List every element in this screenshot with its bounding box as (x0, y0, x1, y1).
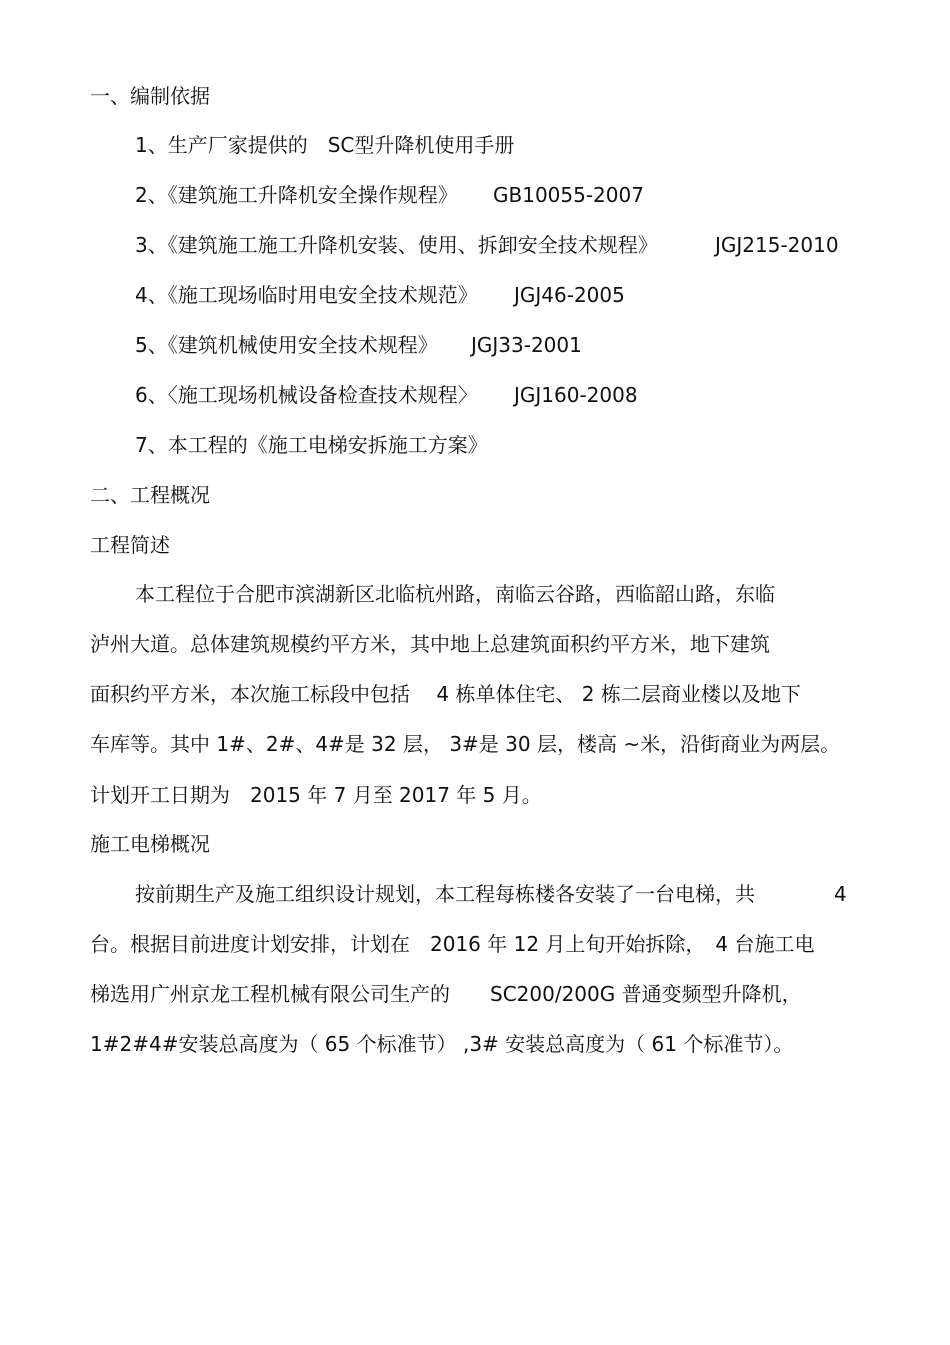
basis-item-6: 6、〈施工现场机械设备检查技术规程〉 (135, 383, 478, 407)
subsection-title-elevator: 施工电梯概况 (90, 832, 210, 856)
elevator-line-2: 台。根据目前进度计划安排，计划在 2016 年 12 月上旬开始拆除， 4 台施工电 (90, 932, 815, 956)
basis-item-5: 5、《建筑机械使用安全技术规程》 (135, 333, 438, 357)
section-title-overview: 二、工程概况 (90, 483, 210, 507)
elevator-line-3: 梯选用广州京龙工程机械有限公司生产的 SC200/200G 普通变频型升降机， (90, 982, 802, 1006)
summary-line-2: 泸州大道。总体建筑规模约平方米，其中地上总建筑面积约平方米，地下建筑 (90, 632, 770, 656)
elevator-line-4: 1#2#4#安装总高度为（ 65 个标准节） ,3# 安装总高度为（ 61 个标准节）。 (90, 1032, 794, 1056)
basis-item-2-code: GB10055-2007 (493, 183, 644, 207)
basis-item-4-code: JGJ46-2005 (514, 283, 625, 307)
section-title-basis: 一、编制依据 (90, 84, 210, 108)
basis-item-7: 7、本工程的《施工电梯安拆施工方案》 (135, 433, 488, 457)
elevator-line-1-count: 4 (834, 882, 847, 906)
summary-line-4: 车库等。其中 1#、2#、4#是 32 层， 3#是 30 层，楼高 ~米，沿街商业为两层。 (90, 732, 841, 756)
basis-item-3-code: JGJ215-2010 (715, 233, 839, 257)
basis-item-2: 2、《建筑施工升降机安全操作规程》 (135, 183, 458, 207)
summary-line-5: 计划开工日期为 2015 年 7 月至 2017 年 5 月。 (90, 783, 542, 807)
basis-item-5-code: JGJ33-2001 (471, 333, 582, 357)
basis-item-4: 4、《施工现场临时用电安全技术规范》 (135, 283, 478, 307)
elevator-line-1: 按前期生产及施工组织设计规划，本工程每栋楼各安装了一台电梯，共 (135, 882, 755, 906)
summary-line-3: 面积约平方米，本次施工标段中包括 4 栋单体住宅、 2 栋二层商业楼以及地下 (90, 682, 801, 706)
subsection-title-summary: 工程简述 (90, 533, 170, 557)
basis-item-1: 1、生产厂家提供的 SC型升降机使用手册 (135, 133, 515, 157)
basis-item-3: 3、《建筑施工施工升降机安装、使用、拆卸安全技术规程》 (135, 233, 658, 257)
summary-line-1: 本工程位于合肥市滨湖新区北临杭州路，南临云谷路，西临韶山路，东临 (135, 582, 775, 606)
basis-item-6-code: JGJ160-2008 (514, 383, 638, 407)
